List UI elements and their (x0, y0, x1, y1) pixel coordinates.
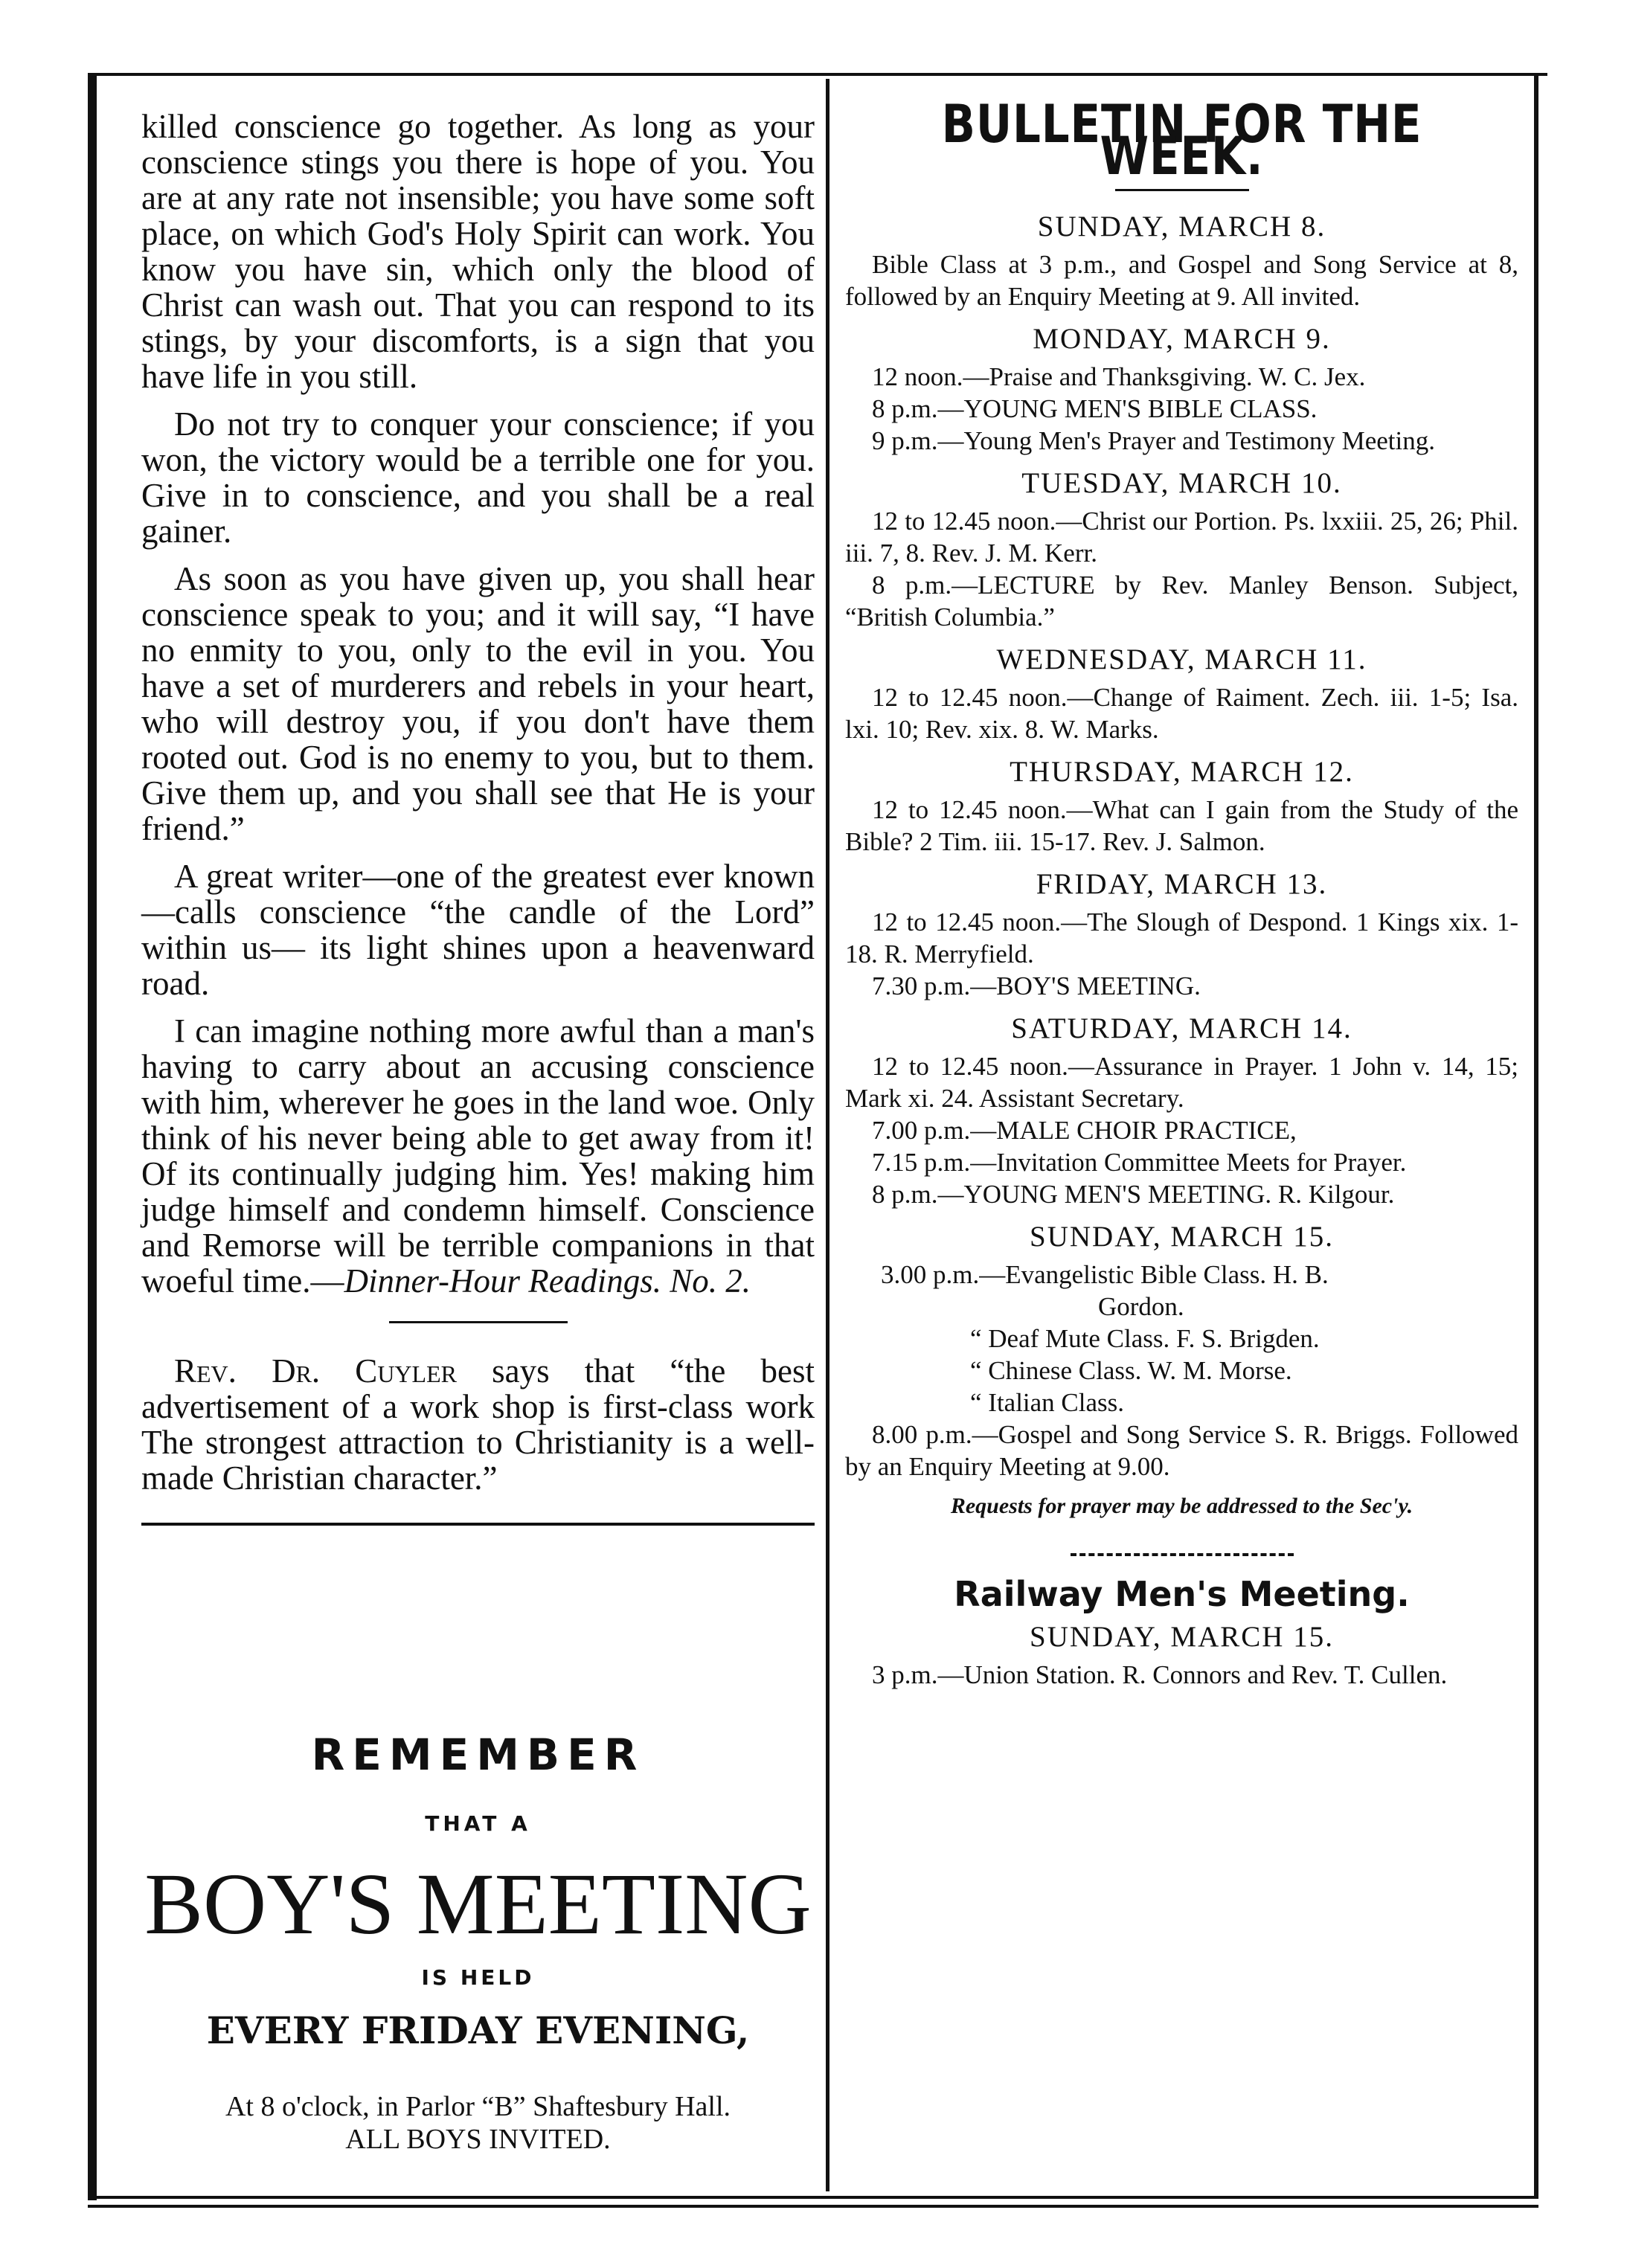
railway-title: Railway Men's Meeting. (954, 1574, 1410, 1614)
railway-day: SUNDAY, MARCH 15. (1030, 1621, 1334, 1653)
cuyler-text: says that “the best advertisement of a work shop is first-class work The strongest attraction to Christianity is a well-made Christian character.” (141, 1352, 815, 1497)
every-friday-text: EVERY FRIDAY EVENING, (206, 2008, 750, 2052)
paragraph-3: As soon as you have given up, you shall hear conscience speak to you; and it will say, “I have no enmity to you, only to the evil in you. You have a set of murderers and rebels in your heart, who will destroy you, if you don't have them rooted out. God is no enemy to you, but to them. Give them up, and you shall see that He is your friend.” (141, 560, 815, 847)
invited-text: ALL BOYS INVITED. (345, 2124, 611, 2155)
sunday-8-entry: Bible Class at 3 p.m., and Gospel and Song Service at 8, followed by an Enquiry Meeting at 9. All invited. (845, 250, 1518, 311)
wednesday-entry-1: 12 to 12.45 noon.—Change of Raiment. Zech. iii. 1-5; Isa. lxi. 10; Rev. xix. 8. W. Marks. (845, 683, 1518, 744)
notice-rule (141, 1523, 815, 1526)
sunday-15-entry-2: “ Deaf Mute Class. F. S. Brigden. (970, 1324, 1320, 1353)
friday-entry-2: 7.30 p.m.—BOY'S MEETING. (872, 971, 1201, 1000)
day-thursday-12: THURSDAY, MARCH 12. (1010, 756, 1354, 788)
saturday-entry-1: 12 to 12.45 noon.—Assurance in Prayer. 1 John v. 14, 15; Mark xi. 24. Assistant Secretary. (845, 1052, 1518, 1113)
frame-right-rule (1534, 73, 1538, 2197)
monday-entry-1: 12 noon.—Praise and Thanksgiving. W. C. Jex. (872, 362, 1366, 391)
sunday-15-entry-5: 8.00 p.m.—Gospel and Song Service S. R. Briggs. Followed by an Enquiry Meeting at 9.00. (845, 1420, 1518, 1481)
sunday-15-entry-1b: Gordon. (1098, 1292, 1184, 1321)
saturday-entry-3: 7.15 p.m.—Invitation Committee Meets for Prayer. (872, 1148, 1407, 1177)
bulletin-title: BULLETIN FOR THE WEEK. (941, 94, 1422, 187)
thursday-entry-1: 12 to 12.45 noon.—What can I gain from the Study of the Bible? 2 Tim. iii. 15-17. Rev. J. Salmon. (845, 795, 1518, 856)
saturday-entry-2: 7.00 p.m.—MALE CHOIR PRACTICE, (872, 1116, 1297, 1145)
cuyler-name: Rev. Dr. Cuyler (174, 1352, 457, 1390)
monday-entry-3: 9 p.m.—Young Men's Prayer and Testimony Meeting. (872, 426, 1435, 455)
sunday-15-entry-4: “ Italian Class. (970, 1388, 1125, 1417)
monday-entry-2: 8 p.m.—YOUNG MEN'S BIBLE CLASS. (872, 394, 1318, 423)
paragraph-2: Do not try to conquer your conscience; if you won, the victory would be a terrible one for you. Give in to conscience, and you shall be a real gainer. (141, 405, 815, 550)
boys-meeting-heading: BOY'S MEETING (144, 1855, 812, 1953)
day-sunday-15: SUNDAY, MARCH 15. (1030, 1221, 1334, 1253)
paragraph-1: killed conscience go together. As long as your conscience stings you there is hope of you. You are at any rate not insensible; you have some soft place, on which God's Holy Spirit can work. You know you have sin, which only the blood of Christ can wash out. That you can respond to its stings, by your discomforts, is a sign that you have life in you still. (141, 108, 815, 395)
is-held-text: IS HELD (421, 1965, 535, 1990)
that-a-text: THAT A (425, 1811, 531, 1836)
paragraph-4: A great writer—one of the greatest ever known—calls conscience “the candle of the Lord” within us— its light shines upon a heavenward road. (141, 858, 815, 1002)
prayer-requests-note: Requests for prayer may be addressed to the Sec'y. (950, 1494, 1413, 1518)
title-rule (1115, 189, 1249, 191)
meeting-location (141, 2090, 815, 2156)
location-text: At 8 o'clock, in Parlor “B” Shaftesbury Hall. (225, 2091, 731, 2122)
sunday-15-entry-3: “ Chinese Class. W. M. Morse. (970, 1356, 1292, 1385)
paragraph-5 (141, 1013, 815, 1299)
day-friday-13: FRIDAY, MARCH 13. (1036, 868, 1328, 900)
sunday-15-entry-1: 3.00 p.m.—Evangelistic Bible Class. H. B. (881, 1260, 1329, 1289)
right-column (845, 94, 1518, 1691)
source-citation: Dinner-Hour Readings. No. 2. (344, 1262, 751, 1300)
column-divider (826, 79, 829, 2191)
tuesday-entry-1: 12 to 12.45 noon.—Christ our Portion. Ps. lxxiii. 25, 26; Phil. iii. 7, 8. Rev. J. M. Kerr. (845, 507, 1518, 568)
railway-entry-1: 3 p.m.—Union Station. R. Connors and Rev. T. Cullen. (872, 1660, 1448, 1689)
tuesday-entry-2: 8 p.m.—LECTURE by Rev. Manley Benson. Subject, “British Columbia.” (845, 571, 1518, 632)
day-tuesday-10: TUESDAY, MARCH 10. (1021, 467, 1342, 499)
saturday-entry-4: 8 p.m.—YOUNG MEN'S MEETING. R. Kilgour. (872, 1180, 1395, 1209)
friday-entry-1: 12 to 12.45 noon.—The Slough of Despond. 1 Kings xix. 1-18. R. Merryfield. (845, 907, 1518, 968)
day-sunday-8: SUNDAY, MARCH 8. (1037, 211, 1326, 242)
remember-heading: REMEMBER (311, 1729, 645, 1780)
day-wednesday-11: WEDNESDAY, MARCH 11. (996, 643, 1367, 675)
section-rule (389, 1321, 568, 1323)
cuyler-quote (141, 1353, 815, 1496)
left-column (141, 109, 815, 1555)
day-monday-9: MONDAY, MARCH 9. (1033, 323, 1331, 355)
bottom-rules (88, 2196, 1538, 2214)
paragraph-5-text: I can imagine nothing more awful than a man's having to carry about an accusing conscience with him, wherever he goes in the land woe. Only think of his never being able to get away from it! Of its continually judging him. Yes! making him judge himself and condemn himself. Conscience and Remorse will be terrible companions in that woeful time.— (141, 1012, 815, 1300)
railway-rule (1071, 1553, 1294, 1556)
day-saturday-14: SATURDAY, MARCH 14. (1011, 1012, 1352, 1044)
